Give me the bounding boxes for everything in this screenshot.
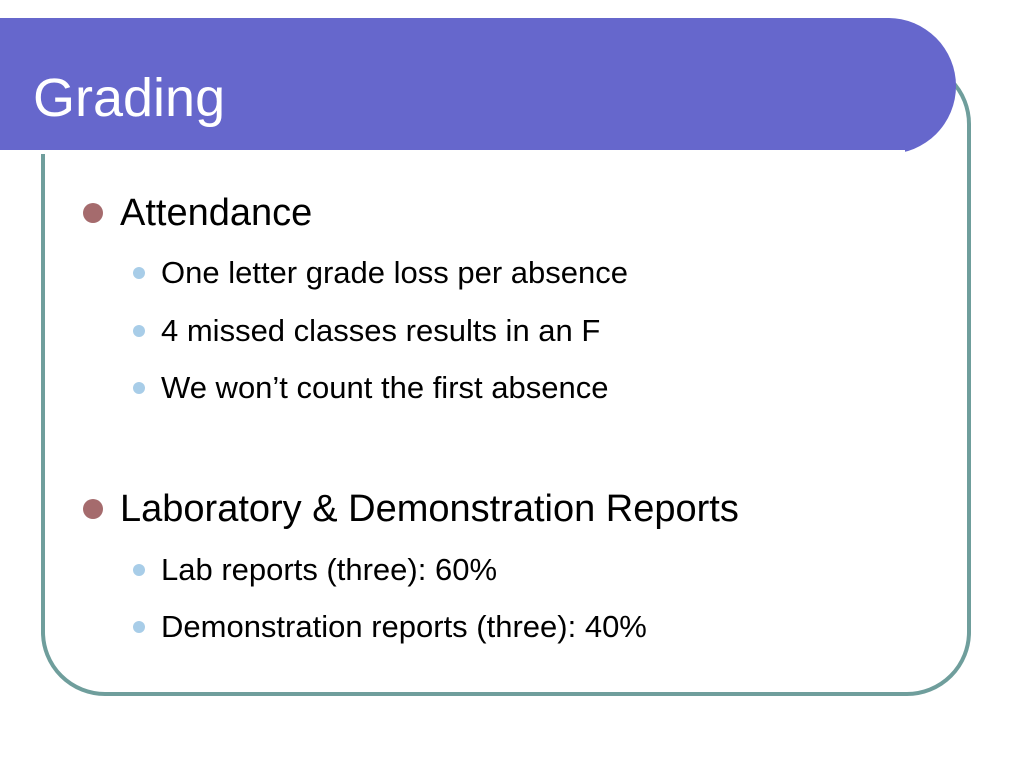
sub-bullet-dot-icon bbox=[133, 382, 145, 394]
bullet-attendance bbox=[83, 190, 312, 236]
sub-bullet-item bbox=[133, 254, 628, 292]
sub-bullet-dot-icon bbox=[133, 325, 145, 337]
sub-bullet-text: We won’t count the first absence bbox=[161, 370, 609, 405]
sub-bullet-text: One letter grade loss per absence bbox=[161, 255, 628, 290]
sub-bullet-dot-icon bbox=[133, 621, 145, 633]
sub-bullet-item bbox=[133, 369, 608, 407]
sub-bullet-dot-icon bbox=[133, 564, 145, 576]
bullet-dot-icon bbox=[83, 203, 103, 223]
bullet-dot-icon bbox=[83, 499, 103, 519]
slide-title: Grading bbox=[33, 68, 226, 128]
sub-bullet-item bbox=[133, 608, 647, 646]
sub-bullet-dot-icon bbox=[133, 267, 145, 279]
sub-bullet-text: Lab reports (three): 60% bbox=[161, 552, 498, 587]
sub-bullet-item bbox=[133, 551, 497, 589]
sub-bullet-text: 4 missed classes results in an F bbox=[161, 313, 601, 348]
bullet-reports bbox=[83, 486, 739, 532]
bullet-heading: Attendance bbox=[120, 192, 313, 234]
sub-bullet-text: Demonstration reports (three): 40% bbox=[161, 609, 647, 644]
sub-bullet-item bbox=[133, 312, 600, 350]
bullet-heading: Laboratory & Demonstration Reports bbox=[120, 488, 739, 530]
